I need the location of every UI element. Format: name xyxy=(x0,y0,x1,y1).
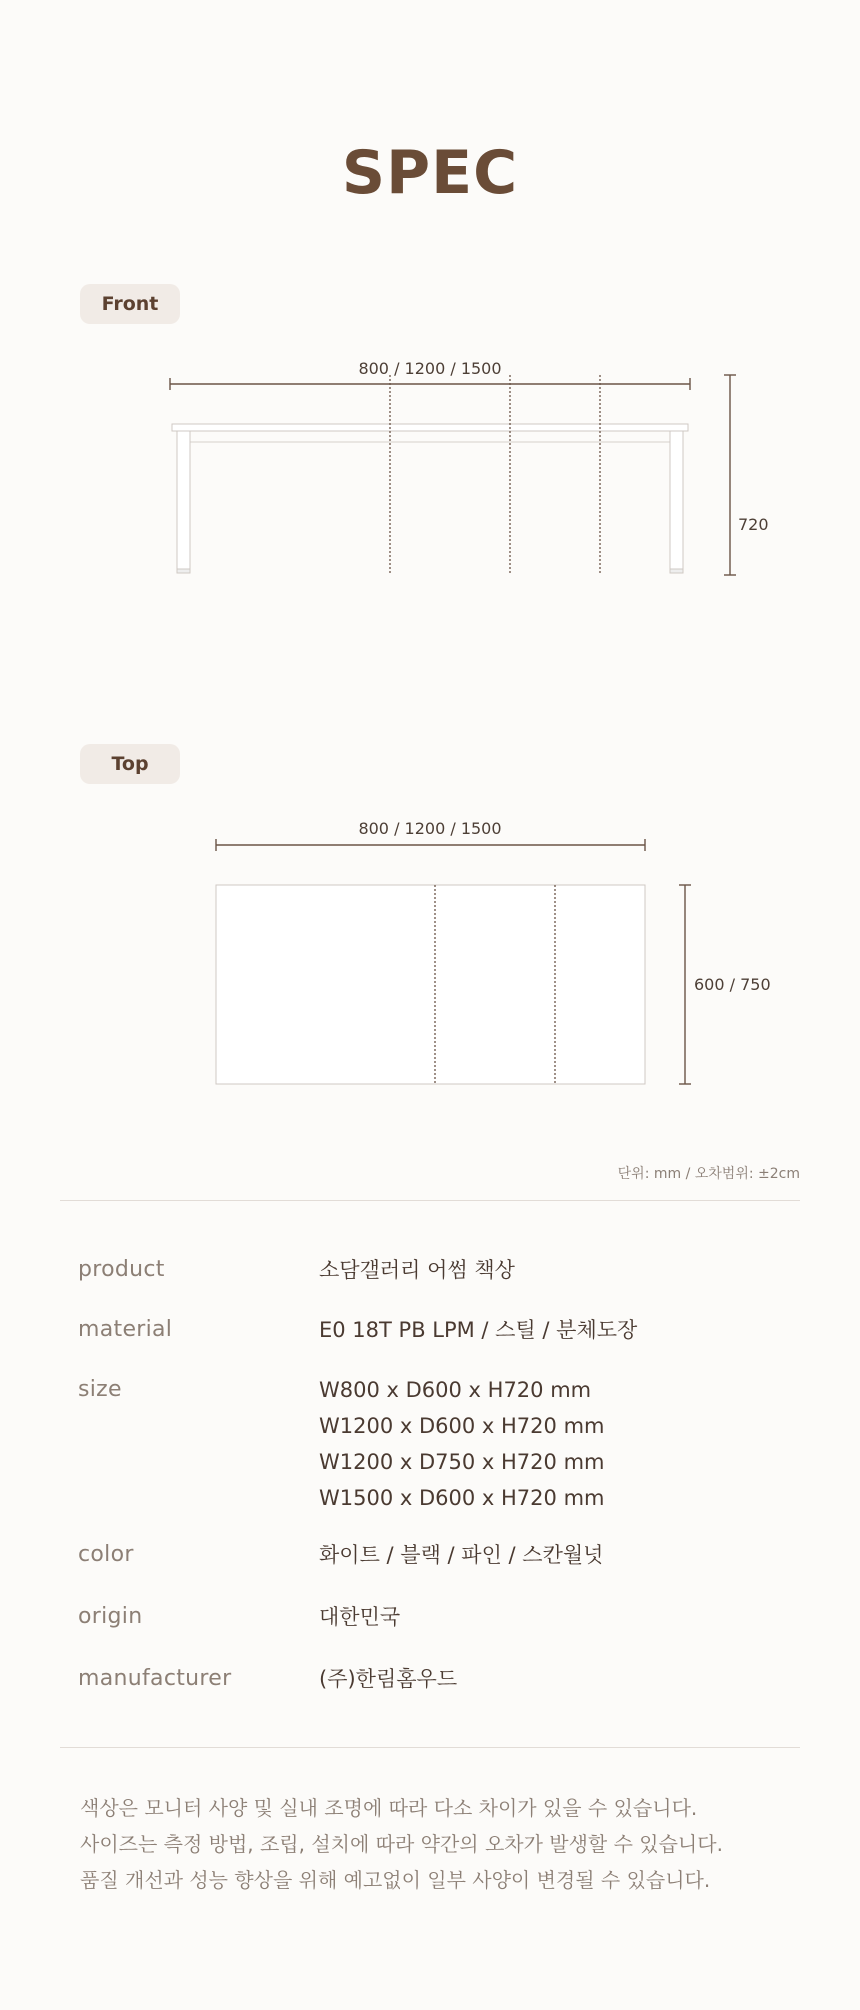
spec-value: (주)한림홈우드 xyxy=(319,1667,458,1691)
spec-label: color xyxy=(78,1542,134,1567)
table-top xyxy=(172,424,688,431)
top-depth-dimension: 600 / 750 xyxy=(694,975,771,994)
top-view-tag: Top xyxy=(80,744,180,784)
spec-label: product xyxy=(78,1257,165,1282)
spec-label: material xyxy=(78,1317,173,1342)
unit-note: 단위: mm / 오차범위: ±2cm xyxy=(617,1166,800,1182)
spec-label: origin xyxy=(78,1604,143,1629)
size-option: W1200 x D600 x H720 mm xyxy=(319,1414,605,1438)
spec-value: 화이트 / 블랙 / 파인 / 스칸월넛 xyxy=(319,1543,604,1567)
spec-value: E0 18T PB LPM / 스틸 / 분체도장 xyxy=(319,1318,638,1342)
front-width-dimension: 800 / 1200 / 1500 xyxy=(358,359,502,378)
size-option: W1500 x D600 x H720 mm xyxy=(319,1486,605,1510)
front-height-dimension: 720 xyxy=(738,515,769,534)
disclaimer-notes xyxy=(80,1790,723,1898)
spec-value: 소담갤러리 어썸 책상 xyxy=(319,1258,515,1282)
note-line: 색상은 모니터 사양 및 실내 조명에 따라 다소 차이가 있을 수 있습니다. xyxy=(80,1796,698,1820)
note-line: 사이즈는 측정 방법, 조립, 설치에 따라 약간의 오차가 발생할 수 있습니다. xyxy=(80,1832,723,1856)
size-option: W1200 x D750 x H720 mm xyxy=(319,1450,605,1474)
top-view-drawing xyxy=(0,810,860,1100)
spec-value: 대한민국 xyxy=(319,1605,401,1629)
front-view-drawing xyxy=(0,350,860,630)
top-width-dimension: 800 / 1200 / 1500 xyxy=(358,819,502,838)
size-option: W800 x D600 x H720 mm xyxy=(319,1378,592,1402)
divider xyxy=(60,1747,800,1748)
page-title: SPEC xyxy=(341,138,519,208)
front-view-tag: Front xyxy=(80,284,180,324)
right-leg xyxy=(670,431,683,573)
note-line: 품질 개선과 성능 향상을 위해 예고없이 일부 사양이 변경될 수 있습니다. xyxy=(80,1868,711,1892)
spec-label: manufacturer xyxy=(78,1666,232,1691)
spec-label: size xyxy=(78,1377,122,1402)
desk-top-outline xyxy=(216,885,645,1084)
left-leg xyxy=(177,431,190,573)
divider xyxy=(60,1200,800,1201)
